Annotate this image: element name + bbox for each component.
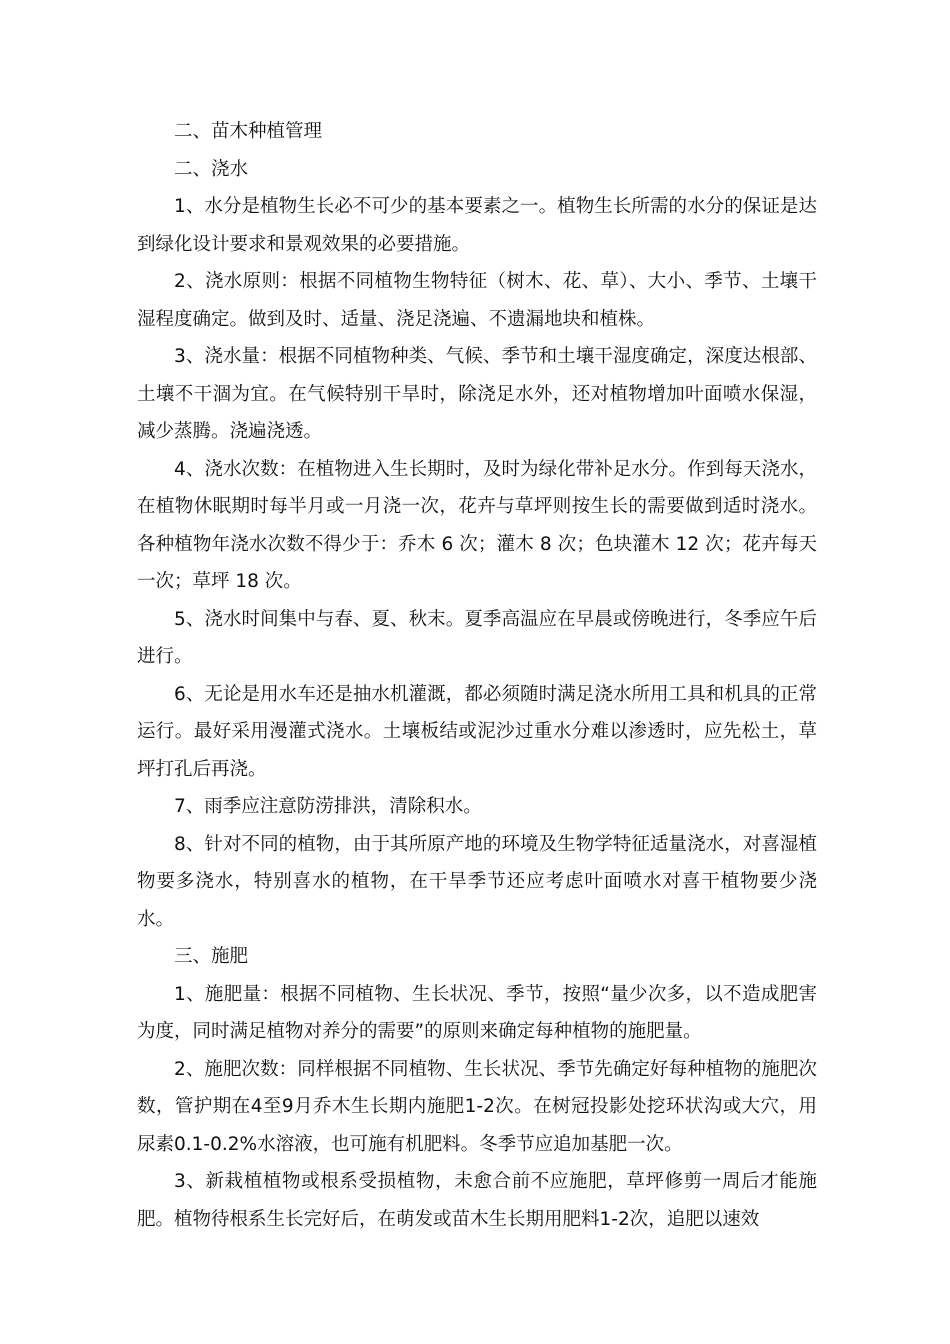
fertilizing-paragraph-1: 1、施肥量：根据不同植物、生长状况、季节，按照“量少次多，以不造成肥害为度，同时满足植物对养分的需要”的原则来确定每种植物的施肥量。: [137, 983, 817, 1042]
watering-paragraph-7: 7、雨季应注意防涝排洪，清除积水。: [174, 796, 482, 817]
watering-paragraph-6: 6、无论是用水车还是抽水机灌溉，都必须随时满足浇水所用工具和机具的正常运行。最好采用漫灌式浇水。土壤板结或泥沙过重水分难以渗透时，应先松土，草坪打孔后再浇。: [137, 683, 817, 780]
fertilizing-paragraph-2: 2、施肥次数：同样根据不同植物、生长状况、季节先确定好每种植物的施肥次数，管护期在4至9月乔木生长期内施肥1-2次。在树冠投影处挖环状沟或大穴，用尿素0.1-0.2%水溶液，也可施有机肥料。冬季节应追加基肥一次。: [137, 1058, 817, 1155]
section-heading-fertilizing: 三、施肥: [174, 946, 249, 967]
fertilizing-paragraph-3: 3、新栽植植物或根系受损植物，未愈合前不应施肥，草坪修剪一周后才能施肥。植物待根系生长完好后，在萌发或苗木生长期用肥料1-2次，追肥以速效: [137, 1171, 817, 1230]
watering-paragraph-4: 4、浇水次数：在植物进入生长期时，及时为绿化带补足水分。作到每天浇水，在植物休眠期时每半月或一月浇一次，花卉与草坪则按生长的需要做到适时浇水。各种植物年浇水次数不得少于：乔木 6 次；灌木 8 次；色块灌木 12 次；花卉每天一次；草坪 18 次。: [137, 458, 817, 592]
watering-paragraph-3: 3、浇水量：根据不同植物种类、气候、季节和土壤干湿度确定，深度达根部、土壤不干涸为宜。在气候特别干旱时，除浇足水外，还对植物增加叶面喷水保湿，减少蒸腾。浇遍浇透。: [137, 346, 817, 442]
watering-paragraph-2: 2、浇水原则：根据不同植物生物特征（树木、花、草）、大小、季节、土壤干湿程度确定。做到及时、适量、浇足浇遍、不遗漏地块和植株。: [137, 271, 817, 330]
section-heading-watering: 二、浇水: [174, 158, 249, 180]
section-heading-planting-management: 二、苗木种植管理: [174, 121, 323, 142]
watering-paragraph-8: 8、针对不同的植物，由于其所原产地的环境及生物学特征适量浇水，对喜湿植物要多浇水，特别喜水的植物，在干旱季节还应考虑叶面喷水对喜干植物要少浇水。: [137, 833, 817, 930]
watering-paragraph-1: 1、水分是植物生长必不可少的基本要素之一。植物生长所需的水分的保证是达到绿化设计要求和景观效果的必要措施。: [137, 196, 817, 255]
document-body: [137, 113, 817, 1238]
watering-paragraph-5: 5、浇水时间集中与春、夏、秋末。夏季高温应在早晨或傍晚进行，冬季应午后进行。: [137, 608, 817, 667]
